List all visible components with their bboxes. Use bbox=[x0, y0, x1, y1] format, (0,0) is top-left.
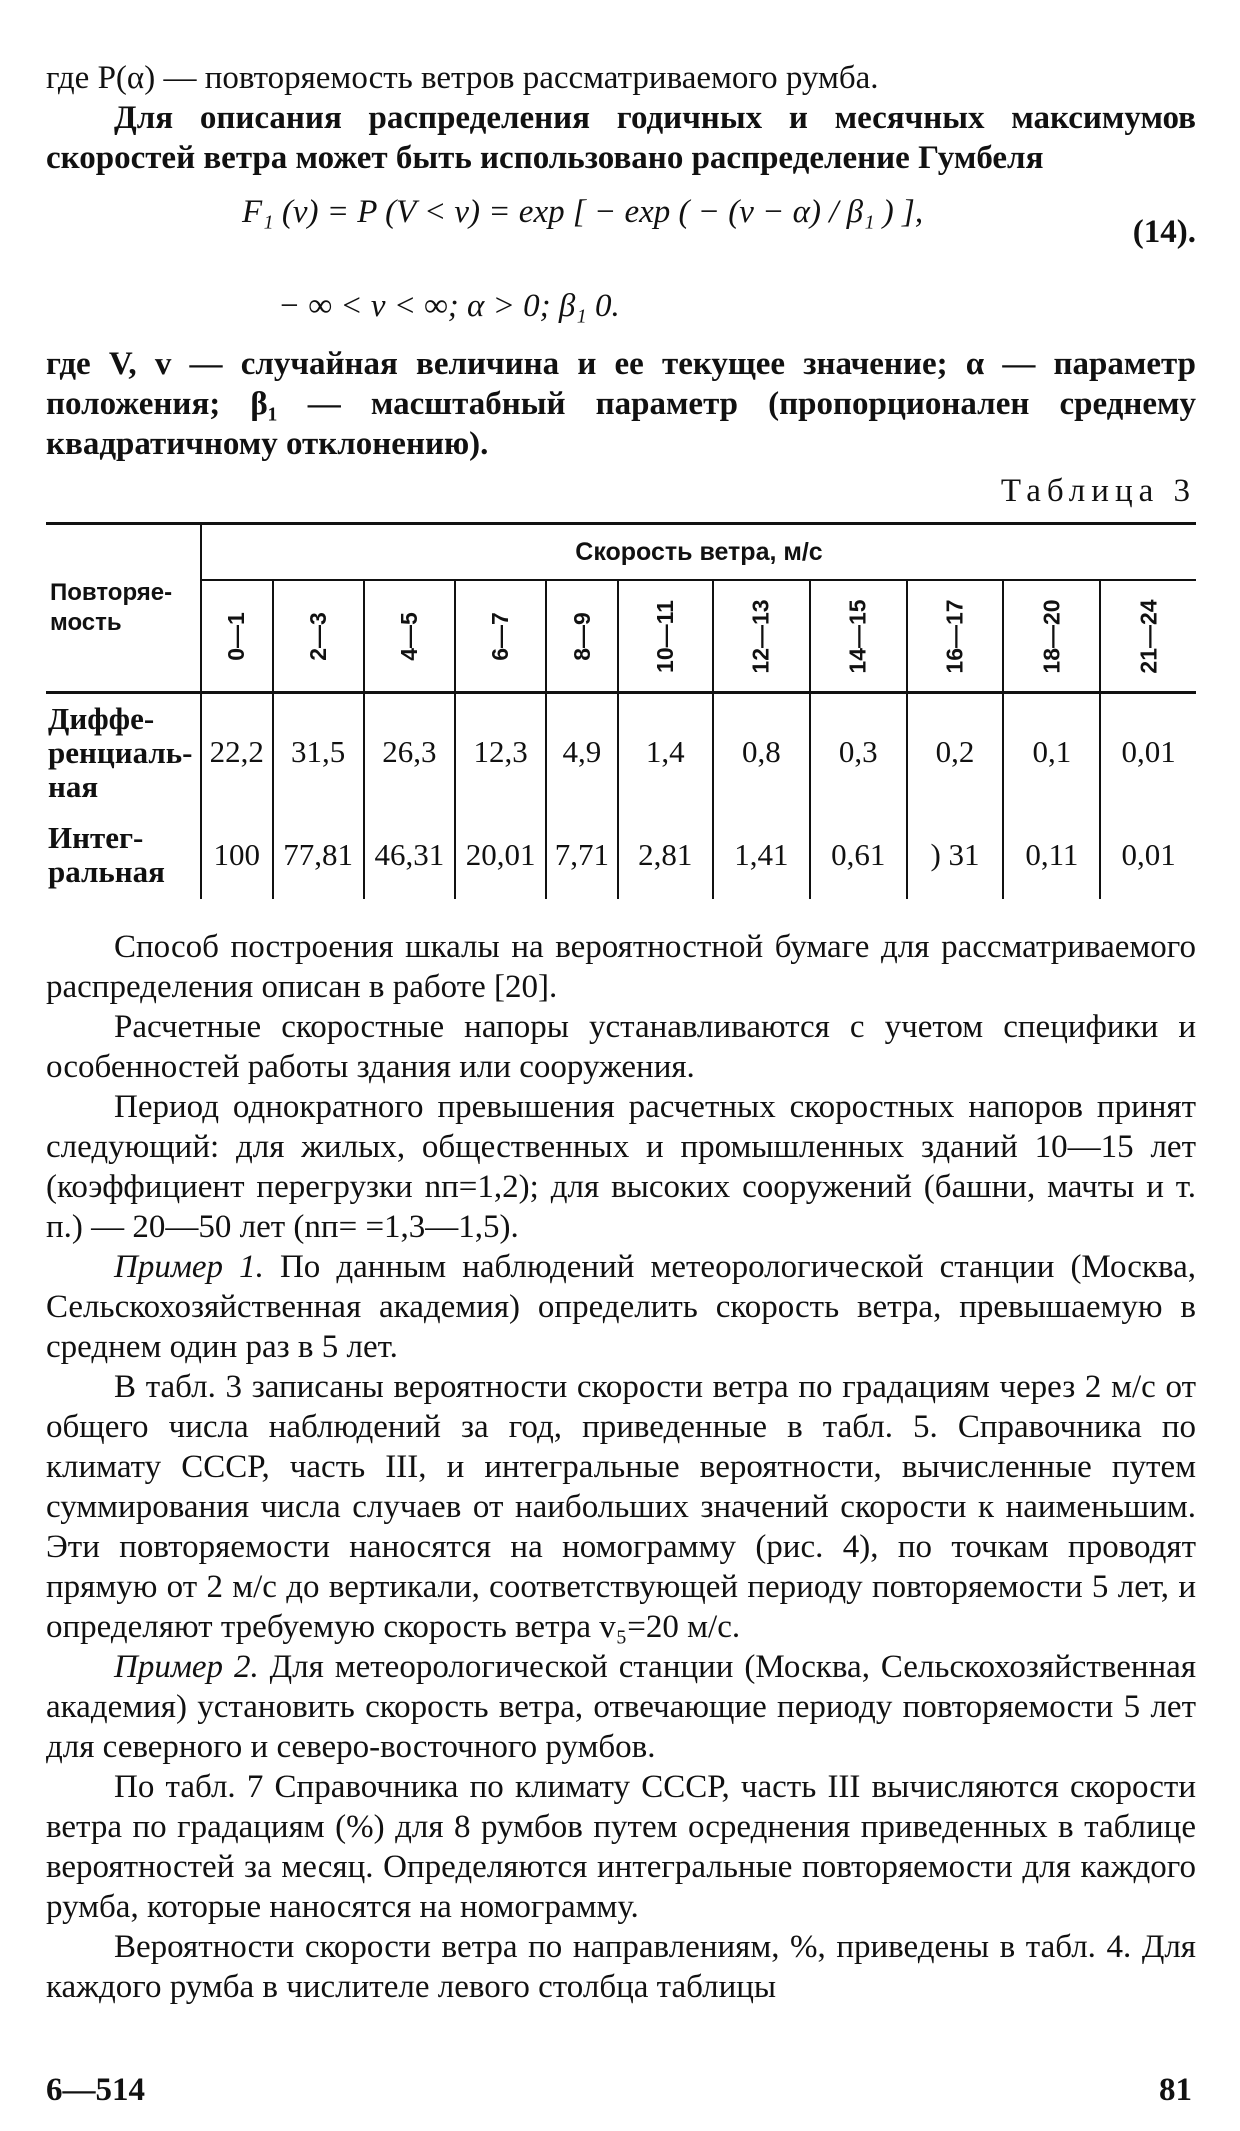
column-header: 21—24 bbox=[1100, 580, 1196, 693]
example-label: Пример 2. bbox=[114, 1648, 259, 1685]
table-cell: 77,81 bbox=[273, 813, 364, 899]
table-cell: 0,1 bbox=[1003, 693, 1100, 813]
column-header: 4—5 bbox=[364, 580, 455, 693]
example-text: Для метеорологической станции (Москва, Сельскохозяйственная академия) установить скорость ветра, отвечающие периоду повторяемости 5 лет для северного и северо-восточного румбов. bbox=[46, 1648, 1196, 1765]
row-label: Диффе- ренциаль- ная bbox=[48, 701, 193, 804]
column-header: 14—15 bbox=[810, 580, 907, 693]
formula-14: F₁ (v) = P (V < v) = exp [ − exp ( − (v − α) / β₁ ) ], bbox=[242, 194, 924, 230]
column-header: 18—20 bbox=[1003, 580, 1100, 693]
table-cell: 26,3 bbox=[364, 693, 455, 813]
table-cell: 46,31 bbox=[364, 813, 455, 899]
table-cell: 0,2 bbox=[907, 693, 1004, 813]
column-header: 10—11 bbox=[618, 580, 713, 693]
table-cell: 100 bbox=[201, 813, 273, 899]
example-2 bbox=[46, 1647, 1196, 1767]
table-row bbox=[46, 693, 1196, 813]
column-header: 12—13 bbox=[713, 580, 810, 693]
page-number: 81 bbox=[1159, 2072, 1192, 2108]
table-cell: 1,4 bbox=[618, 693, 713, 813]
signature-mark: 6—514 bbox=[46, 2072, 145, 2108]
formula-conditions: − ∞ < v < ∞; α > 0; β₁ 0. bbox=[278, 288, 620, 324]
column-header: 0—1 bbox=[201, 580, 273, 693]
table-cell: 0,8 bbox=[713, 693, 810, 813]
example-text: По данным наблюдений метеорологической станции (Москва, Сельскохозяйственная академия) определить скорость ветра, превышаемую в среднем один раз в 5 лет. bbox=[46, 1248, 1196, 1365]
table-cell: 0,11 bbox=[1003, 813, 1100, 899]
example-1 bbox=[46, 1247, 1196, 1367]
table-cell: 22,2 bbox=[201, 693, 273, 813]
paragraph: Расчетные скоростные напоры устанавливаются с учетом специфики и особенностей работы здания или сооружения. bbox=[46, 1008, 1196, 1085]
page-content bbox=[46, 58, 1196, 2007]
column-header: 2—3 bbox=[273, 580, 364, 693]
table-cell: 12,3 bbox=[455, 693, 546, 813]
table-cell: 0,01 bbox=[1100, 813, 1196, 899]
table-cell: 7,71 bbox=[546, 813, 618, 899]
intro-line: где P(α) — повторяемость ветров рассматриваемого румба. bbox=[46, 60, 879, 96]
gumbel-paragraph: Для описания распределения годичных и месячных максимумов скоростей ветра может быть использовано распределение Гумбеля bbox=[46, 100, 1196, 176]
column-header: 16—17 bbox=[907, 580, 1004, 693]
table-cell: 20,01 bbox=[455, 813, 546, 899]
paragraph: В табл. 3 записаны вероятности скорости ветра по градациям через 2 м/с от общего числа наблюдений за год, приведенные в табл. 5. Справочника по климату СССР, часть III, и интегральные вероятности, вычисленные путем суммирования числа случаев от наибольших значений скорости к наименьшим. Эти повторяемости наносятся на номограмму (рис. 4), по точкам проводят прямую от 2 м/с до вертикали, соответствующей периоду повторяемости 5 лет, и определяют требуемую скорость ветра v₅=20 м/с. bbox=[46, 1368, 1196, 1645]
body-text bbox=[46, 927, 1196, 2007]
paragraph: Период однократного превышения расчетных скоростных напоров принят следующий: для жилых, общественных и промышленных зданий 10—15 лет (коэффициент перегрузки nп=1,2); для высоких сооружений (башни, мачты и т. п.) — 20—50 лет (nп= =1,3—1,5). bbox=[46, 1088, 1196, 1245]
table-cell: 4,9 bbox=[546, 693, 618, 813]
row-header: Повторяе- мость bbox=[46, 524, 201, 693]
table-header-row bbox=[46, 524, 1196, 581]
formula-block bbox=[46, 184, 1196, 344]
group-header: Скорость ветра, м/с bbox=[201, 524, 1196, 581]
paragraph: По табл. 7 Справочника по климату СССР, часть III вычисляются скорости ветра по градациям (%) для 8 румбов путем осреднения приведенных в таблице вероятностей за месяц. Определяются интегральные повторяемости для каждого румба, которые наносятся на номограмму. bbox=[46, 1768, 1196, 1925]
equation-number: (14). bbox=[1132, 214, 1196, 250]
table-cell: 0,01 bbox=[1100, 693, 1196, 813]
table-title: Таблица 3 bbox=[1000, 473, 1196, 509]
data-table bbox=[46, 522, 1196, 899]
table-cell: 1,41 bbox=[713, 813, 810, 899]
table-cell: 31,5 bbox=[273, 693, 364, 813]
row-label: Интег- ральная bbox=[48, 819, 165, 889]
paragraph: Вероятности скорости ветра по направлениям, %, приведены в табл. 4. Для каждого румба в числителе левого столбца таблицы bbox=[46, 1928, 1196, 2005]
table-cell: ) 31 bbox=[907, 813, 1004, 899]
example-label: Пример 1. bbox=[114, 1248, 264, 1285]
table-cell: 0,3 bbox=[810, 693, 907, 813]
table-cell: 0,61 bbox=[810, 813, 907, 899]
column-header: 6—7 bbox=[455, 580, 546, 693]
where-paragraph: где V, v — случайная величина и ее текущее значение; α — параметр положения; β₁ — масштабный параметр (пропорционален среднему квадратичному отклонению). bbox=[46, 346, 1196, 462]
table-row bbox=[46, 813, 1196, 899]
table-cell: 2,81 bbox=[618, 813, 713, 899]
paragraph: Способ построения шкалы на вероятностной бумаге для рассматриваемого распределения описан в работе [20]. bbox=[46, 928, 1196, 1005]
column-header-row bbox=[46, 580, 1196, 693]
column-header: 8—9 bbox=[546, 580, 618, 693]
